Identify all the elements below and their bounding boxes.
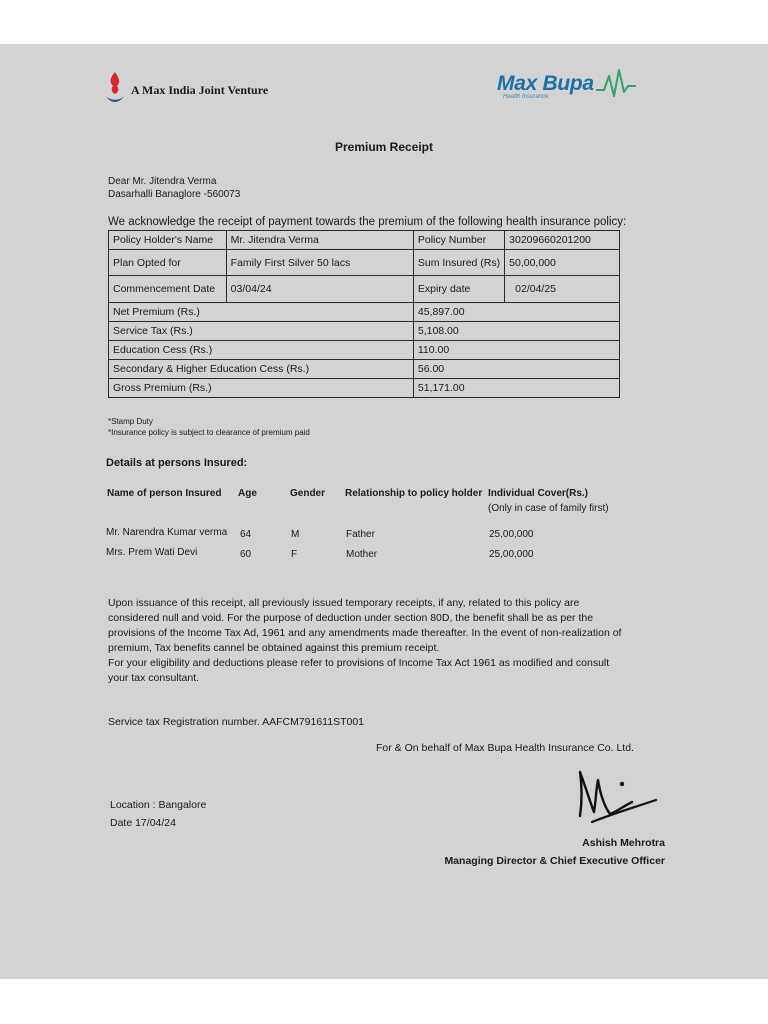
addressee-block xyxy=(108,175,240,201)
date: Date 17/04/24 xyxy=(110,817,176,829)
charge-value: 110.00 xyxy=(413,341,619,360)
signatory-name: Ashish Mehrotra xyxy=(582,837,665,849)
insured-name: Mr. Narendra Kumar verma xyxy=(106,527,228,538)
charge-label: Service Tax (Rs.) xyxy=(109,322,414,341)
note-clearance: *Insurance policy is subject to clearance of premium paid xyxy=(108,428,310,437)
salutation: Dear Mr. Jitendra Verma xyxy=(108,176,217,187)
brand-name: Max Bupa xyxy=(497,72,594,95)
col-header-cover: Individual Cover(Rs.) xyxy=(488,488,589,499)
plan-label: Plan Opted for xyxy=(109,250,227,276)
charge-label: Education Cess (Rs.) xyxy=(109,341,414,360)
terms-paragraph xyxy=(108,596,628,686)
insured-gender: M xyxy=(291,529,300,540)
max-bupa-logo xyxy=(497,66,636,100)
expiry-value: 02/04/25 xyxy=(505,276,620,303)
charge-label: Net Premium (Rs.) xyxy=(109,303,414,322)
insured-relationship: Mother xyxy=(346,549,378,560)
table-row xyxy=(109,231,620,250)
insured-heading: Details at persons Insured: xyxy=(106,457,248,469)
flame-icon xyxy=(103,70,127,110)
acknowledgement-text: We acknowledge the receipt of payment towards the premium of the following health insurance policy: xyxy=(108,216,627,228)
sum-insured-label: Sum Insured (Rs) xyxy=(413,250,504,276)
charge-label: Gross Premium (Rs.) xyxy=(109,379,414,398)
table-row xyxy=(109,360,620,379)
commencement-value: 03/04/24 xyxy=(226,276,413,303)
address: Dasarhalli Banaglore -560073 xyxy=(108,189,241,200)
location: Location : Bangalore xyxy=(110,799,207,811)
location-date-block xyxy=(110,796,206,832)
charge-label: Secondary & Higher Education Cess (Rs.) xyxy=(109,360,414,379)
footnotes xyxy=(108,416,310,438)
table-row xyxy=(109,250,620,276)
insured-age: 64 xyxy=(240,529,252,540)
max-india-logo xyxy=(103,68,268,112)
col-header-cover-note: (Only in case of family first) xyxy=(488,503,609,514)
brand-subtitle: Health Insurance xyxy=(503,94,549,100)
on-behalf-line: For & On behalf of Max Bupa Health Insurance Co. Ltd. xyxy=(376,742,634,754)
charge-value: 51,171.00 xyxy=(413,379,619,398)
plan-value: Family First Silver 50 lacs xyxy=(226,250,413,276)
service-tax-registration: Service tax Registration number. AAFCM791611ST001 xyxy=(108,716,365,728)
note-stamp-duty: *Stamp Duty xyxy=(108,417,153,426)
signature-image xyxy=(572,762,662,826)
insured-age: 60 xyxy=(240,549,252,560)
terms-text-1: Upon issuance of this receipt, all previously issued temporary receipts, if any, related to this policy are considered null and void. For the purpose of deduction under section 80D, the benefit shall be as per the provisions of the Income Tax Ad, 1961 and any amendments made thereafter. In the event of non-realization of premium, Tax benefits cannel be obtained against this premium receipt. xyxy=(108,597,622,654)
charge-value: 5,108.00 xyxy=(413,322,619,341)
policy-number-value: 30209660201200 xyxy=(505,231,620,250)
table-row xyxy=(109,276,620,303)
expiry-label: Expiry date xyxy=(413,276,504,303)
holder-value: Mr. Jitendra Verma xyxy=(226,231,413,250)
holder-label: Policy Holder's Name xyxy=(109,231,227,250)
insured-relationship: Father xyxy=(346,529,375,540)
receipt-document xyxy=(0,44,768,979)
sum-insured-value: 50,00,000 xyxy=(505,250,620,276)
signatory-block xyxy=(400,834,665,870)
col-header-name: Name of person Insured xyxy=(107,488,222,499)
joint-venture-tagline: A Max India Joint Venture xyxy=(131,82,269,97)
col-header-gender: Gender xyxy=(290,488,326,499)
heartbeat-icon xyxy=(596,66,636,100)
insured-cover: 25,00,000 xyxy=(489,529,534,540)
table-row xyxy=(109,341,620,360)
page-title: Premium Receipt xyxy=(334,140,434,154)
col-header-relationship: Relationship to policy holder xyxy=(345,488,483,499)
insured-gender: F xyxy=(291,549,298,560)
charge-value: 56.00 xyxy=(413,360,619,379)
terms-text-2: For your eligibility and deductions please refer to provisions of Income Tax Act 1961 as modified and consult your tax consultant. xyxy=(108,657,610,684)
insured-name: Mrs. Prem Wati Devi xyxy=(106,547,198,558)
policy-table xyxy=(108,230,620,398)
table-row xyxy=(109,379,620,398)
insured-cover: 25,00,000 xyxy=(489,549,534,560)
col-header-age: Age xyxy=(238,488,257,499)
charge-value: 45,897.00 xyxy=(413,303,619,322)
policy-number-label: Policy Number xyxy=(413,231,504,250)
commencement-label: Commencement Date xyxy=(109,276,227,303)
signatory-title: Managing Director & Chief Executive Officer xyxy=(444,855,665,867)
table-row xyxy=(109,303,620,322)
table-row xyxy=(109,322,620,341)
